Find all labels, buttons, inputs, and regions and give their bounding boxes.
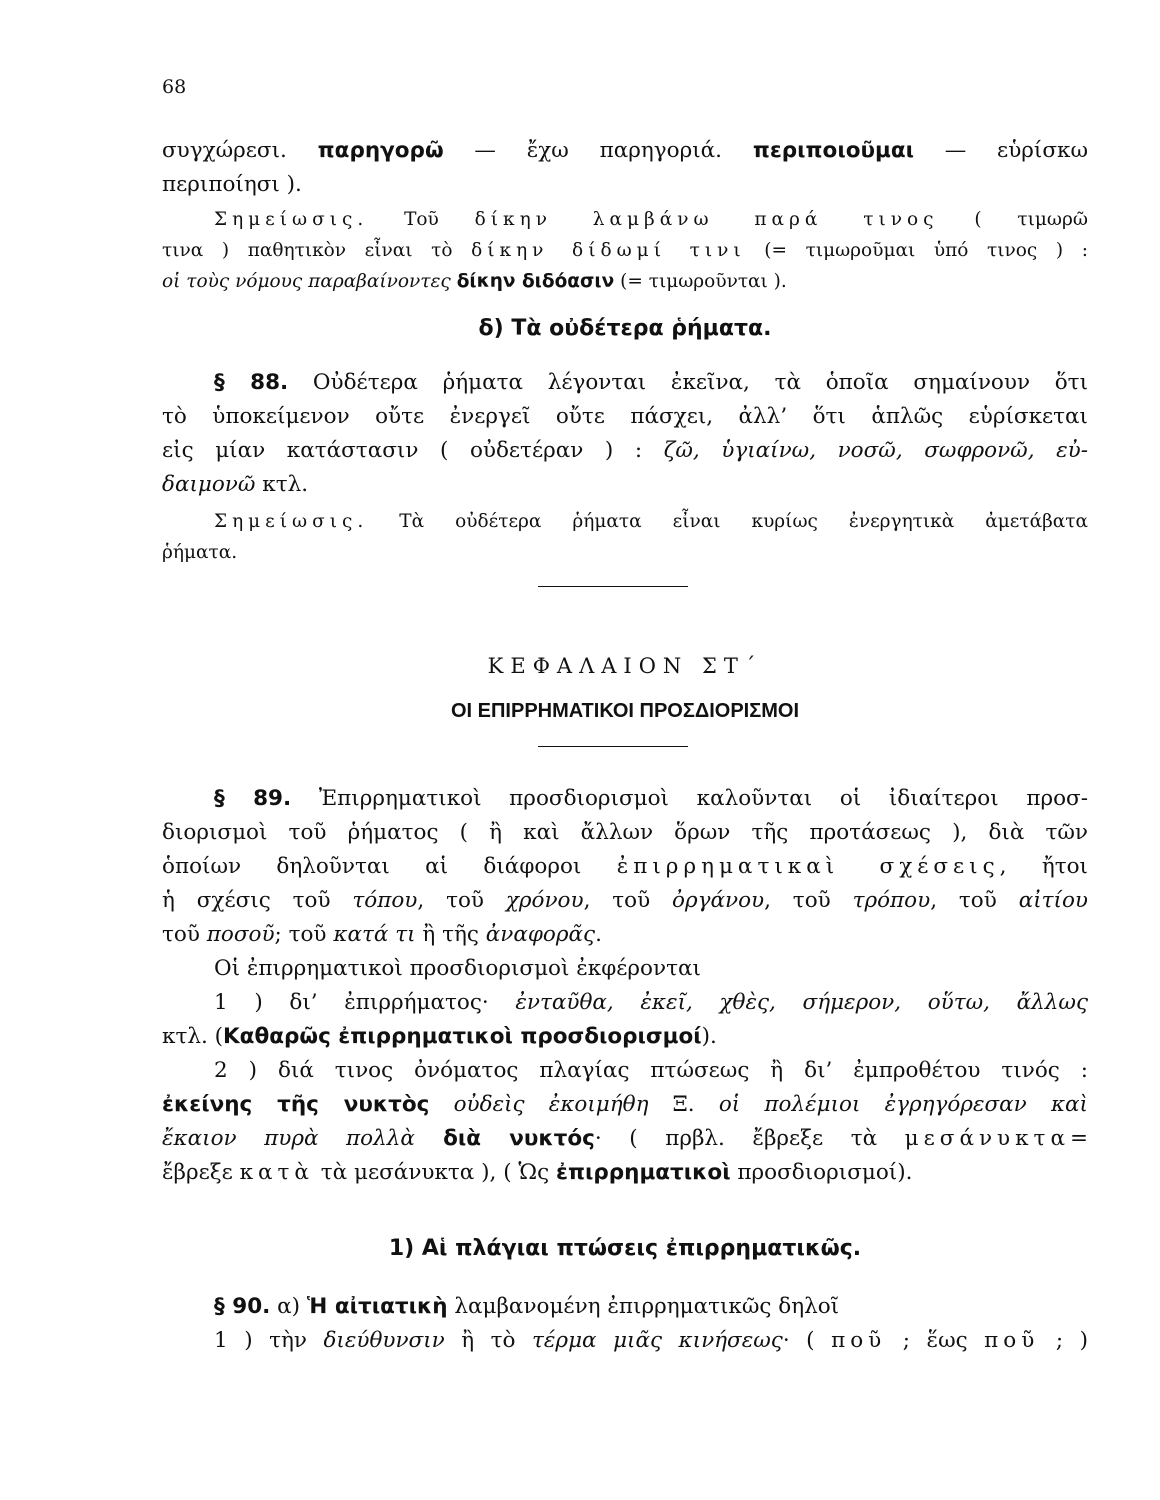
- text: , τοῦ: [583, 888, 673, 913]
- spaced-phrase: δίκην δίδωμί τινι: [471, 240, 746, 261]
- spaced-phrase: μεσάνυκτα: [904, 1126, 1070, 1151]
- bold-term: διὰ νυκτός: [414, 1126, 595, 1151]
- note-label: Σημείωσις.: [214, 209, 369, 230]
- bold-term: ἐπιρρηματικοὶ: [556, 1160, 731, 1185]
- text: ( τιμωρῶ: [938, 209, 1088, 230]
- text: τὰ μεσάνυκτα ), ( Ὡς: [313, 1160, 557, 1185]
- page-number: 68: [162, 76, 187, 98]
- bold-term: Καθαρῶς ἐπιρρηματικοὶ προσδιορισμοί: [223, 1024, 702, 1049]
- text-line: ῥήματα.: [162, 542, 238, 563]
- text-line: Οἱ ἐπιρρηματικοὶ προσδιορισμοὶ ἐκφέρονται: [214, 956, 701, 981]
- text: =: [1069, 1126, 1088, 1151]
- text-line: διορισμοὶ τοῦ ῥήματος ( ἢ καὶ ἄλλων ὅρων τῆς προτάσεως ), διὰ τῶν: [162, 820, 1088, 845]
- text: — ἔχω παρηγοριά.: [443, 138, 723, 163]
- text: τινα ) παθητικὸν εἶναι τὸ: [162, 240, 472, 261]
- italic-word: χρόνου: [505, 888, 584, 913]
- text: ἢ τὸ: [444, 1328, 532, 1353]
- italic-word: τρόπου: [852, 888, 931, 913]
- text: ; ἕως: [886, 1328, 985, 1353]
- bold-term: δίκην διδόασιν: [456, 271, 615, 292]
- bold-term: περιποιοῦμαι: [752, 138, 914, 163]
- bold-term: Ἡ αἰτιατικὴ: [306, 1294, 448, 1319]
- chapter-title: ΟΙ ΕΠΙΡΡΗΜΑΤΙΚΟΙ ΠΡΟΣΔΙΟΡΙΣΜΟΙ: [450, 700, 800, 722]
- spaced-phrase: κατὰ: [239, 1160, 314, 1185]
- chapter-label: ΚΕΦΑΛΑΙΟΝ ΣΤ΄: [487, 654, 763, 678]
- text: κτλ.: [255, 472, 309, 497]
- italic-phrase: ζῶ, ὑγιαίνω, νοσῶ, σωφρονῶ, εὐ-: [663, 438, 1088, 463]
- text: τοῦ: [162, 922, 207, 947]
- text-line: 2 ) διά τινος ὀνόματος πλαγίας πτώσεως ἢ δι’ ἐμπροθέτου τινός :: [214, 1058, 1088, 1083]
- section-heading: δ) Τὰ οὐδέτερα ῥήματα.: [478, 316, 772, 341]
- text-line: τὸ ὑποκείμενον οὔτε ἐνεργεῖ οὔτε πάσχει, ἀλλ’ ὅτι ἁπλῶς εὑρίσκεται: [162, 404, 1088, 429]
- italic-word: κατά τι: [333, 922, 416, 947]
- section-number: § 90.: [214, 1294, 271, 1319]
- italic-phrase: τέρμα μιᾶς κινήσεως: [532, 1328, 783, 1353]
- text: ἡ σχέσις τοῦ: [162, 888, 353, 913]
- text: (= τιμωροῦμαι ὑπό τινος ) :: [745, 240, 1088, 261]
- note-1: [162, 204, 1088, 297]
- text: Ξ.: [648, 1092, 719, 1117]
- text: Οὐδέτερα ῥήματα λέγονται ἐκεῖνα, τὰ ὁποῖα σημαίνουν ὅτι: [288, 370, 1088, 395]
- italic-word: ἀναφορᾶς: [485, 922, 596, 947]
- spaced-word: ποῦ: [984, 1328, 1040, 1353]
- text: ἔβρεξε: [162, 1160, 240, 1185]
- text: , τοῦ: [417, 888, 506, 913]
- text: , τοῦ: [930, 888, 1019, 913]
- section-number: § 89.: [214, 786, 292, 811]
- text: (= τιμωροῦνται ).: [614, 271, 787, 292]
- note-label: Σημείωσις.: [214, 511, 369, 532]
- subsection-heading: 1) Αἱ πλάγιαι πτώσεις ἐπιρρηματικῶς.: [388, 1236, 862, 1261]
- italic-word: τόπου: [352, 888, 418, 913]
- italic-word: ὀργάνου: [672, 888, 765, 913]
- text: · (: [782, 1328, 832, 1353]
- text: — εὑρίσκω: [913, 138, 1088, 163]
- spaced-phrase: ἐπιρρηματικαὶ σχέσεις: [616, 854, 1000, 879]
- italic-phrase: οὐδεὶς ἐκοιμήθη: [429, 1092, 649, 1117]
- text: ὁποίων δηλοῦνται αἱ διάφοροι: [162, 854, 617, 879]
- text: Ἐπιρρηματικοὶ προσδιορισμοὶ καλοῦνται οἱ ἰδιαίτεροι προσ-: [291, 786, 1088, 811]
- italic-word: ποσοῦ: [206, 922, 275, 947]
- paragraph-89: § 89. Ἐπιρρηματικοὶ προσδιορισμοὶ καλοῦνται οἱ ἰδιαίτεροι προσ- διορισμοὶ τοῦ ῥήματος ( ἢ καὶ ἄλλων ὅρων τῆς προτάσεως ), διὰ τῶν ὁποίων δηλοῦνται αἱ διάφοροι ἐπιρρηματικαὶ σχέσεις, ἤτοι ἡ σχέσις τοῦ τόπου, τοῦ χρόνου, τοῦ ὀργάνου, τοῦ τρόπου, τοῦ αἰτίου τοῦ ποσοῦ; τοῦ κατά τι ἢ τῆς ἀναφορᾶς. Οἱ ἐπιρρηματικοὶ προσδιορισμοὶ ἐκφέρονται 1 ) δι’ ἐπιρρήματος· ἐνταῦθα, ἐκεῖ, χθὲς, σήμερον, οὕτω, ἄλλως κτλ. (Καθαρῶς ἐπιρρηματικοὶ προσδιορισμοί). 2 ) διά τινος ὀνόματος πλαγίας πτώσεως ἢ δι’ ἐμπροθέτου τινός : ἐκείνης τῆς νυκτὸς οὐδεὶς ἐκοιμήθη Ξ. οἱ πολέμιοι ἐγρηγόρεσαν καὶ ἔκαιον πυρὰ πολλὰ διὰ νυκτός· ( πρβλ. ἔβρεξε τὰ μεσάνυκτα= ἔβρεξε κατὰ τὰ μεσάνυκτα ), ( Ὡς ἐπιρρηματικοὶ προσδιορισμοί).: [162, 786, 1089, 1185]
- italic-phrase: ἔκαιον πυρὰ πολλὰ: [162, 1126, 415, 1151]
- text: , τοῦ: [764, 888, 853, 913]
- text: εἰς μίαν κατάστασιν ( οὐδετέραν ) :: [162, 438, 664, 463]
- spaced-word: ποῦ: [831, 1328, 887, 1353]
- italic-phrase: οἱ τοὺς νόμους παραβαίνοντες: [162, 271, 451, 292]
- text: ; τοῦ: [274, 922, 334, 947]
- text: 1 ) δι’ ἐπιρρήματος·: [214, 990, 516, 1015]
- text-line: περιποίησι ).: [162, 172, 302, 197]
- italic-word: διεύθυνσιν: [323, 1328, 445, 1353]
- bold-term: παρηγορῶ: [317, 138, 444, 163]
- note-2: [162, 506, 1088, 568]
- divider-top: [538, 586, 688, 587]
- spaced-phrase: δίκην λαμβάνω παρά τινος: [474, 209, 939, 230]
- text: κτλ. (: [162, 1024, 224, 1049]
- text: Τοῦ: [368, 209, 475, 230]
- paragraph-continuation: [162, 134, 1088, 202]
- text: ).: [701, 1024, 717, 1049]
- italic-phrase: ἐνταῦθα, ἐκεῖ, χθὲς, σήμερον, οὕτω, ἄλλως: [515, 990, 1089, 1015]
- text: · ( πρβλ. ἔβρεξε τὰ: [594, 1126, 905, 1151]
- paragraph-90: [162, 1290, 1088, 1358]
- italic-word: αἰτίου: [1018, 888, 1088, 913]
- text: ; ): [1039, 1328, 1088, 1353]
- text: συγχώρεσι.: [162, 138, 287, 163]
- text: προσδιορισμοί).: [730, 1160, 913, 1185]
- divider-bottom: [538, 746, 688, 747]
- italic-phrase: δαιμονῶ: [162, 472, 256, 497]
- paragraph-88: [162, 366, 1088, 502]
- italic-phrase: οἱ πολέμιοι ἐγρηγόρεσαν καὶ: [718, 1092, 1088, 1117]
- text: 1 ) τὴν: [214, 1328, 324, 1353]
- text: ἢ τῆς: [415, 922, 486, 947]
- text: λαμβανομένη ἐπιρρηματικῶς δηλοῖ: [447, 1294, 840, 1319]
- section-number: § 88.: [214, 370, 289, 395]
- text: α): [270, 1294, 307, 1319]
- text: Τὰ οὐδέτερα ῥήματα εἶναι κυρίως ἐνεργητικὰ ἀμετάβατα: [368, 511, 1088, 532]
- bold-term: ἐκείνης τῆς νυκτὸς: [162, 1092, 430, 1117]
- text: , ἤτοι: [999, 854, 1088, 879]
